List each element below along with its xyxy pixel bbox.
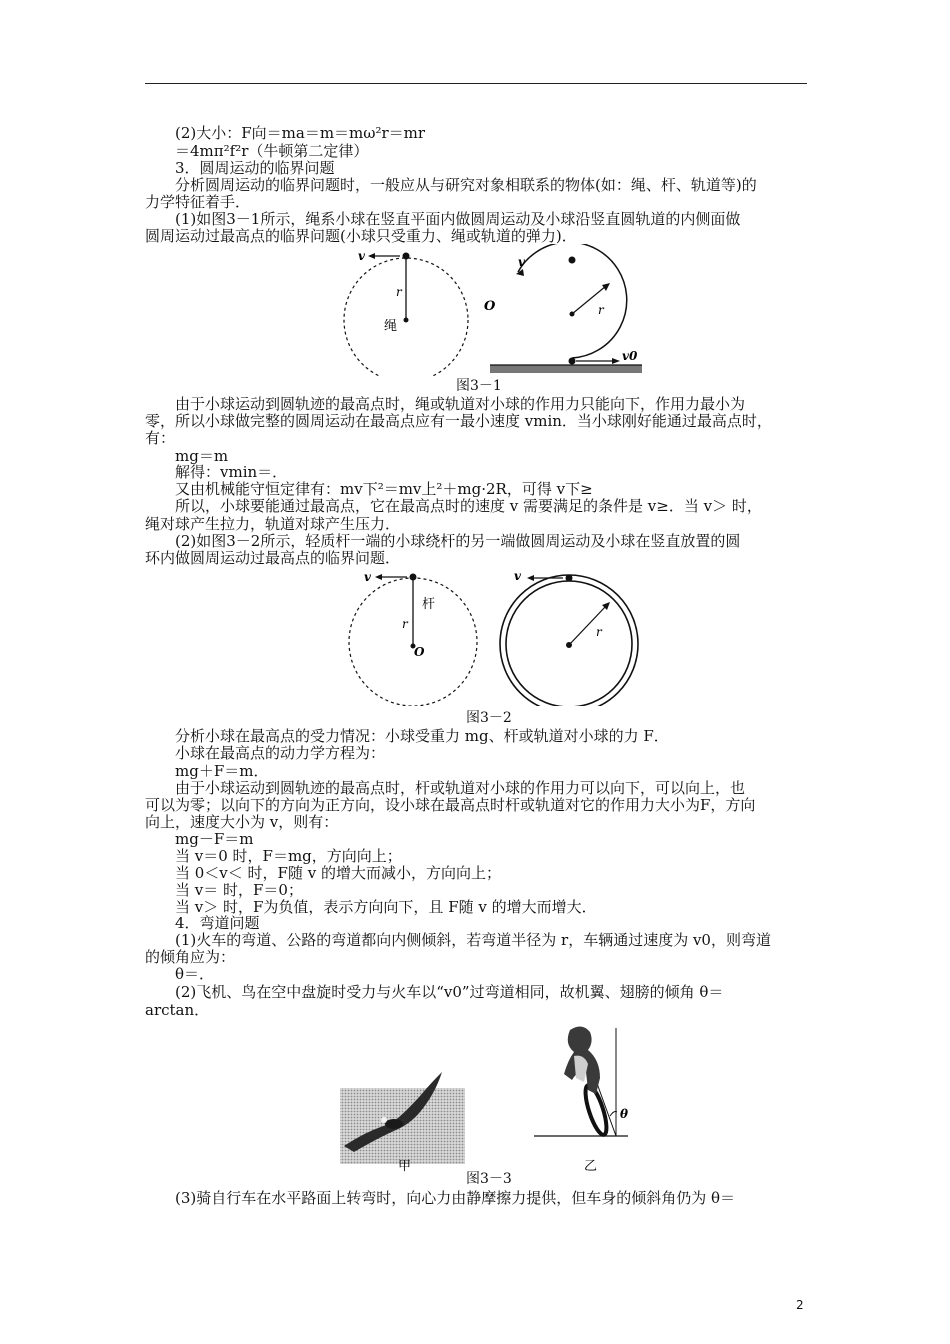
label-v: v — [364, 570, 371, 584]
text-line: ＝4mπ²f²r（牛顿第二定律） — [175, 142, 369, 160]
ball-bottom — [569, 358, 576, 365]
text-line: 绳对球产生拉力，轨道对球产生压力． — [145, 515, 401, 533]
text-line: 解得：vmin＝． — [175, 463, 288, 481]
text-line: 有： — [145, 429, 176, 447]
text-line: 所以，小球要能通过最高点，它在最高点时的速度 v 需要满足的条件是 v≥．当 v＞ 时， — [175, 497, 762, 515]
label-r: r — [396, 285, 402, 299]
text-line: 当 v＝0 时，F＝mg，方向向上； — [175, 847, 402, 865]
ball — [410, 574, 417, 581]
formula-line: mg＝m — [175, 447, 229, 465]
text-line: (1)火车的弯道、公路的弯道都向内侧倾斜，若弯道半径为 r，车辆通过速度为 v0，则弯道 — [175, 931, 771, 949]
label-v0: v0 — [622, 349, 638, 363]
label-theta: θ — [620, 1107, 629, 1121]
text-line: arctan． — [145, 1001, 210, 1019]
text-line: 小球在最高点的动力学方程为： — [175, 744, 386, 762]
label-v-right: v — [514, 569, 521, 583]
text-line: (2)飞机、鸟在空中盘旋时受力与火车以“v0”过弯道相同，故机翼、翅膀的倾角 θ＝ — [175, 983, 724, 1001]
figure-caption: 图3－1 — [456, 378, 502, 394]
figure-3-3 — [338, 1020, 648, 1172]
text-line: 环内做圆周运动过最高点的临界问题． — [145, 549, 401, 567]
text-line: 当 v＝ 时，F＝0； — [175, 881, 303, 899]
center-dot — [404, 318, 409, 323]
figure-caption: 图3－3 — [466, 1171, 512, 1187]
label-O: O — [414, 645, 425, 659]
ground — [490, 365, 642, 373]
figure-3-2 — [340, 566, 650, 706]
label-rod: 杆 — [422, 597, 436, 612]
label-jia: 甲 — [398, 1159, 412, 1172]
figure-caption: 图3－2 — [466, 710, 512, 726]
label-r-right: r — [596, 625, 602, 639]
text-line: (2)如图3－2所示，轻质杆一端的小球绕杆的另一端做圆周运动及小球在竖直放置的圆 — [175, 532, 741, 550]
text-line: (1)如图3－1所示，绳系小球在竖直平面内做圆周运动及小球沿竖直圆轨道的内侧面做 — [175, 210, 741, 228]
label-O: O — [484, 299, 496, 314]
ball-top — [569, 257, 576, 264]
figure-3-1 — [340, 244, 650, 376]
text-line: 圆周运动过最高点的临界问题(小球只受重力、绳或轨道的弹力)． — [145, 227, 577, 245]
text-line: 当 0＜v＜ 时，F随 v 的增大而减小，方向向上； — [175, 864, 501, 882]
outer-ring — [500, 575, 638, 706]
text-line: (2)大小：F向＝ma＝m＝mω²r＝mr — [175, 124, 426, 142]
formula-line: mg－F＝m — [175, 830, 254, 848]
text-line: 的倾角应为： — [145, 948, 236, 966]
formula-line: θ＝． — [175, 965, 215, 983]
label-rope: 绳 — [384, 319, 398, 334]
text-line: 又由机械能守恒定律有：mv下²＝mv上²＋mg·2R，可得 v下≥ — [175, 480, 593, 498]
text-line: 可以为零；以向下的方向为正方向，设小球在最高点时杆或轨道对它的作用力大小为F，方向 — [145, 796, 756, 814]
ball — [403, 253, 410, 260]
label-v: v — [358, 249, 365, 263]
text-line: 分析圆周运动的临界问题时，一般应从与研究对象相联系的物体(如：绳、杆、轨道等)的 — [175, 176, 757, 194]
text-line: 分析小球在最高点的受力情况：小球受重力 mg、杆或轨道对小球的力 F． — [175, 727, 669, 745]
page-number: 2 — [796, 1298, 804, 1312]
label-yi: 乙 — [584, 1159, 598, 1172]
text-line: 由于小球运动到圆轨迹的最高点时，绳或轨道对小球的作用力只能向下，作用力最小为 — [175, 395, 746, 413]
section-heading: 4．弯道问题 — [175, 914, 260, 932]
formula-line: mg＋F＝m． — [175, 762, 269, 780]
text-line: 零，所以小球做完整的圆周运动在最高点应有一最小速度 vmin．当小球刚好能通过最高点时， — [145, 412, 772, 430]
text-line: 当 v＞ 时，F为负值，表示方向向下，且 F随 v 的增大而增大． — [175, 898, 597, 916]
text-line: 力学特征着手． — [145, 193, 251, 211]
label-v-right: v — [518, 255, 525, 269]
text-line: (3)骑自行车在水平路面上转弯时，向心力由静摩擦力提供，但车身的倾斜角仍为 θ＝ — [175, 1189, 736, 1207]
ball-top — [566, 575, 573, 582]
header-rule — [145, 83, 807, 84]
text-line: 向上，速度大小为 v，则有： — [145, 813, 339, 831]
label-r-right: r — [598, 303, 604, 317]
label-r: r — [402, 617, 408, 631]
section-heading: 3．圆周运动的临界问题 — [175, 159, 335, 177]
text-line: 由于小球运动到圆轨迹的最高点时，杆或轨道对小球的作用力可以向下，可以向上，也 — [175, 779, 746, 797]
